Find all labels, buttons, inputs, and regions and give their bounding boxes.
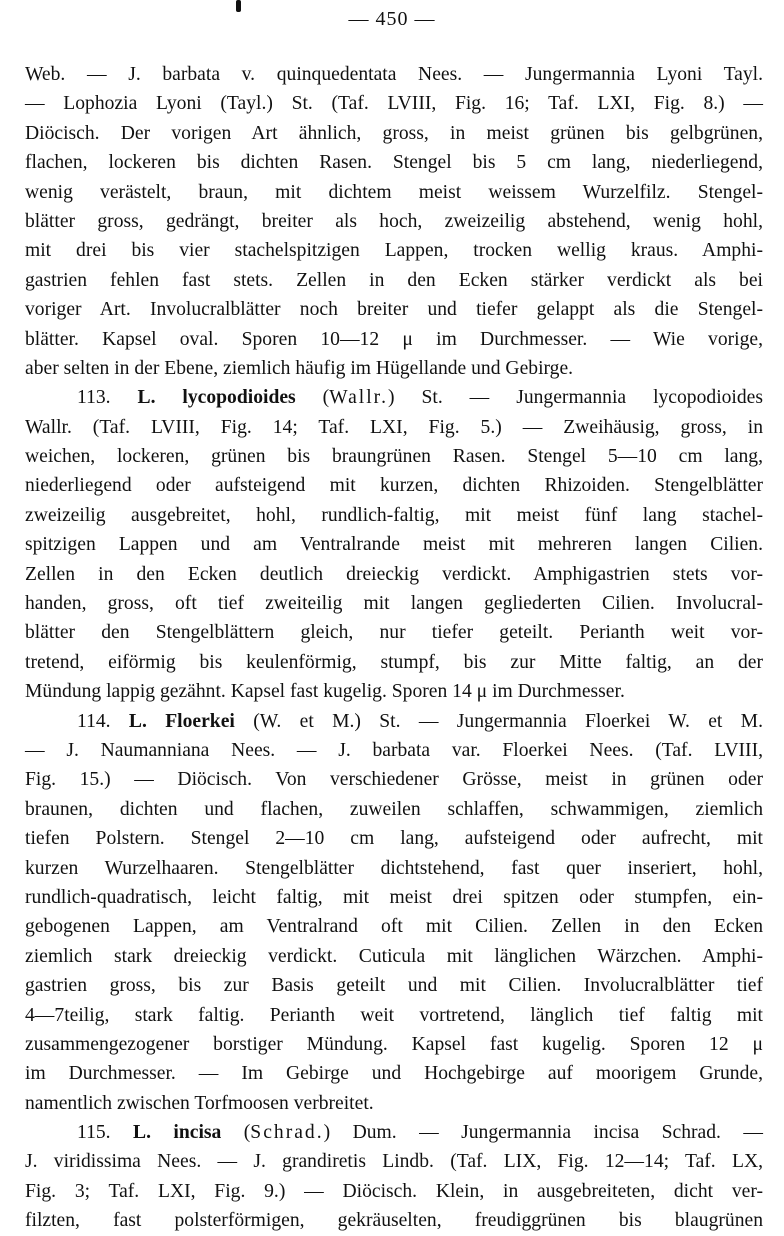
- entry-heading-line: [25, 707, 763, 736]
- text-run: rundlich-quadratisch, leicht faltig, mit meist drei spitzen oder stumpfen, ein-: [25, 886, 763, 908]
- text-line: [25, 1089, 763, 1118]
- text-run: flachen, lockeren bis dichten Rasen. Stengel bis 5 cm lang, niederliegend,: [25, 152, 763, 174]
- text-line: [25, 883, 763, 912]
- text-line: [25, 677, 763, 706]
- text-line: [25, 1059, 763, 1088]
- text-line: [25, 501, 763, 530]
- author-name: Schrad.: [250, 1122, 324, 1144]
- text-line: [25, 89, 763, 118]
- text-line: [25, 1030, 763, 1059]
- text-run: gebogenen Lappen, am Ventralrand oft mit Cilien. Zellen in den Ecken: [25, 916, 763, 938]
- text-run: blätter gross, gedrängt, breiter als hoch, zweizeilig abstehend, wenig hohl,: [25, 210, 763, 232]
- text-run: — Lophozia Lyoni (Tayl.) St. (Taf. LVIII, Fig. 16; Taf. LXI, Fig. 8.) —: [25, 93, 763, 115]
- text-run: blätter den Stengelblättern gleich, nur tiefer geteilt. Perianth weit vor-: [25, 622, 763, 644]
- text-run: 4—7teilig, stark faltig. Perianth weit vortretend, länglich tief faltig mit: [25, 1004, 763, 1026]
- text-run: tretend, eiförmig bis keulenförmig, stumpf, bis zur Mitte faltig, an der: [25, 651, 763, 673]
- text-run: Diöcisch. Der vorigen Art ähnlich, gross, in meist grünen bis gelbgrünen,: [25, 122, 763, 144]
- text-line: [25, 119, 763, 148]
- text-run: wenig verästelt, braun, mit dichtem meist weissem Wurzelfilz. Stengel-: [25, 181, 763, 203]
- text-line: [25, 471, 763, 500]
- entry-heading-line: [25, 1118, 763, 1147]
- text-run: im Durchmesser. — Im Gebirge und Hochgebirge auf moorigem Grunde,: [25, 1063, 763, 1085]
- text-run: ) Dum. — Jungermannia incisa Schrad. —: [323, 1122, 763, 1144]
- text-run: — J. Naumanniana Nees. — J. barbata var. Floerkei Nees. (Taf. LVIII,: [25, 739, 763, 761]
- text-line: [25, 589, 763, 618]
- text-run: 115.: [77, 1122, 134, 1144]
- text-line: [25, 1206, 763, 1235]
- text-run: aber selten in der Ebene, ziemlich häufig im Hügellande und Gebirge.: [25, 357, 574, 379]
- text-run: ziemlich stark dreieckig verdickt. Cuticula mit länglichen Wärzchen. Amphi-: [25, 945, 763, 967]
- text-run: J. viridissima Nees. — J. grandiretis Lindb. (Taf. LIX, Fig. 12—14; Taf. LX,: [25, 1151, 763, 1173]
- text-line: [25, 236, 763, 265]
- text-line: [25, 971, 763, 1000]
- entry-heading-line: [25, 383, 763, 412]
- text-run: zusammengezogener borstiger Mündung. Kapsel fast kugelig. Sporen 12 μ: [25, 1033, 763, 1055]
- text-line: [25, 824, 763, 853]
- text-run: Web. — J. barbata v. quinquedentata Nees. — Jungermannia Lyoni Tayl.: [25, 64, 763, 85]
- text-run: Fig. 15.) — Diöcisch. Von verschiedener Grösse, meist in grünen oder: [25, 769, 763, 791]
- text-line: [25, 178, 763, 207]
- text-run: tiefen Polstern. Stengel 2—10 cm lang, aufsteigend oder aufrecht, mit: [25, 828, 763, 850]
- text-line: [25, 530, 763, 559]
- text-run: braunen, dichten und flachen, zuweilen schlaffen, schwammigen, ziemlich: [25, 798, 763, 820]
- text-run: Zellen in den Ecken deutlich dreieckig verdickt. Amphigastrien stets vor-: [25, 563, 763, 585]
- text-run: 114.: [77, 710, 129, 732]
- author-name: Wallr.: [329, 387, 389, 409]
- species-name: L. lycopodioides: [137, 387, 296, 409]
- text-line: [25, 442, 763, 471]
- text-line: [25, 148, 763, 177]
- text-line: [25, 354, 763, 383]
- text-run: gastrien fehlen fast stets. Zellen in den Ecken stärker verdickt als bei: [25, 269, 763, 291]
- species-name: L. incisa: [133, 1122, 222, 1144]
- text-run: namentlich zwischen Torfmoosen verbreitet.: [25, 1092, 374, 1114]
- text-line: [25, 912, 763, 941]
- text-line: [25, 736, 763, 765]
- text-run: (W. et M.) St. — Jungermannia Floerkei W. et M.: [234, 710, 764, 732]
- page-number: — 450 —: [348, 8, 436, 30]
- text-line: [25, 325, 763, 354]
- text-line: [25, 266, 763, 295]
- text-line: [25, 1177, 763, 1206]
- text-run: Mündung lappig gezähnt. Kapsel fast kugelig. Sporen 14 μ im Durchmesser.: [25, 681, 625, 703]
- text-line: [25, 413, 763, 442]
- text-run: filzten, fast polsterförmigen, gekräuselten, freudiggrünen bis blaugrünen: [25, 1210, 763, 1232]
- text-run: weichen, lockeren, grünen bis braungrünen Rasen. Stengel 5—10 cm lang,: [25, 446, 763, 468]
- text-line: [25, 207, 763, 236]
- text-line: [25, 648, 763, 677]
- text-run: 113.: [77, 387, 138, 409]
- text-run: kurzen Wurzelhaaren. Stengelblätter dichtstehend, fast quer inseriert, hohl,: [25, 857, 763, 879]
- text-run: ) St. — Jungermannia lycopodioides: [388, 387, 763, 409]
- text-line: [25, 60, 763, 89]
- text-line: [25, 618, 763, 647]
- text-line: [25, 942, 763, 971]
- text-line: [25, 1147, 763, 1176]
- text-run: zweizeilig ausgebreitet, hohl, rundlich-faltig, mit meist fünf lang stachel-: [25, 504, 763, 526]
- text-line: [25, 854, 763, 883]
- text-run: mit drei bis vier stachelspitzigen Lappen, trocken wellig kraus. Amphi-: [25, 240, 763, 262]
- text-line: [25, 1001, 763, 1030]
- text-run: gastrien gross, bis zur Basis geteilt und mit Cilien. Involucralblätter tief: [25, 975, 763, 997]
- species-name: L. Floerkei: [128, 710, 235, 732]
- text-run: spitzigen Lappen und am Ventralrande meist mit mehreren langen Cilien.: [25, 534, 763, 556]
- text-run: (: [295, 387, 330, 409]
- text-run: (: [221, 1122, 251, 1144]
- text-run: voriger Art. Involucralblätter noch breiter und tiefer gelappt als die Stengel-: [25, 299, 763, 321]
- text-run: Fig. 3; Taf. LXI, Fig. 9.) — Diöcisch. Klein, in ausgebreiteten, dicht ver-: [25, 1180, 763, 1202]
- text-line: [25, 295, 763, 324]
- text-body: [25, 60, 763, 1236]
- text-line: [25, 560, 763, 589]
- text-line: [25, 765, 763, 794]
- text-run: handen, gross, oft tief zweiteilig mit langen gegliederten Cilien. Involucral-: [25, 593, 763, 615]
- text-run: blätter. Kapsel oval. Sporen 10—12 μ im Durchmesser. — Wie vorige,: [25, 328, 763, 350]
- text-run: niederliegend oder aufsteigend mit kurzen, dichten Rhizoiden. Stengelblätter: [25, 475, 763, 497]
- text-run: Wallr. (Taf. LVIII, Fig. 14; Taf. LXI, Fig. 5.) — Zweihäusig, gross, in: [25, 416, 763, 438]
- text-line: [25, 795, 763, 824]
